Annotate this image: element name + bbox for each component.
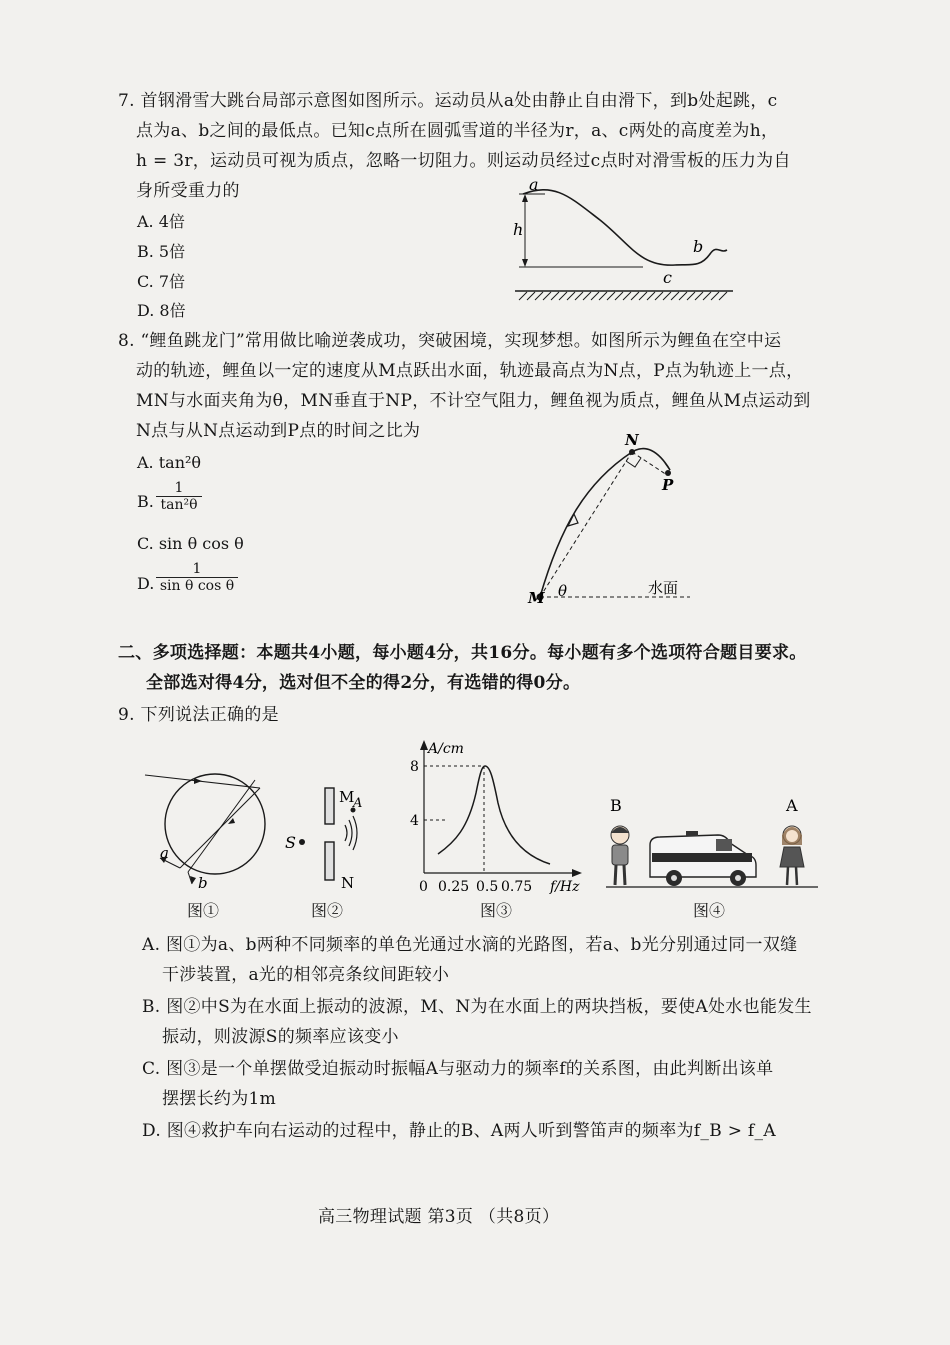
q9-fig3-tick-4: 4	[410, 813, 419, 829]
q7-label-h: h	[513, 220, 524, 239]
q9-fig1-caption: 图①	[187, 901, 220, 920]
person-b-icon	[611, 826, 629, 885]
q9-fig2-label-n: N	[341, 874, 355, 890]
q8-label-theta: θ	[558, 582, 568, 600]
q7-label-b: b	[693, 237, 704, 256]
q8-label-m: M	[528, 589, 545, 607]
q7-option-d: D. 8倍	[137, 301, 186, 320]
q8-option-d-prefix: D.	[137, 574, 155, 593]
q8-option-b-fraction	[156, 480, 202, 513]
q9-fig1-droplet	[140, 760, 275, 895]
q9-fig2-label-a: A	[353, 796, 363, 811]
q9-fig2-barriers	[283, 780, 383, 890]
q8-option-c: C. sin θ cos θ	[137, 534, 244, 553]
q7-line-3: h = 3r，运动员可视为质点，忽略一切阻力。则运动员经过c点时对滑雪板的压力为自	[136, 151, 791, 171]
q9-fig3-caption: 图③	[480, 901, 513, 920]
q9-fig3-tick-8: 8	[410, 759, 419, 775]
q9-fig4-label-a: A	[786, 796, 798, 815]
q7-ski-jump-figure	[505, 172, 740, 307]
q9-fig2-label-s: S	[285, 833, 296, 852]
q7-line-1: 7. 首钢滑雪大跳台局部示意图如图所示。运动员从a处由静止自由滑下，到b处起跳，c	[118, 91, 778, 111]
q9-fig3-resonance-chart	[400, 738, 590, 896]
q8-option-d-fraction	[156, 561, 238, 594]
section2-line-2: 全部选对得4分，选对但不全的得2分，有选错的得0分。	[146, 673, 581, 693]
q9-fig3-xlabel: f/Hz	[550, 879, 580, 895]
q8-line-3: MN与水面夹角为θ，MN垂直于NP，不计空气阻力，鲤鱼视为质点，鲤鱼从M点运动到	[136, 391, 811, 411]
q9-fig3-tick-x1: 0.25	[438, 879, 470, 895]
q7-label-c: c	[663, 268, 672, 287]
q7-option-a: A. 4倍	[137, 212, 185, 231]
q8-option-b-prefix: B.	[137, 492, 154, 511]
q8-option-d-denominator: sin θ cos θ	[156, 577, 238, 594]
q9-fig3-tick-x2: 0.5	[476, 879, 499, 895]
page-footer: 高三物理试题 第3页 （共8页）	[318, 1207, 560, 1227]
q8-option-b-denominator: tan²θ	[156, 496, 202, 513]
q8-label-n: N	[625, 431, 639, 449]
q7-line-4: 身所受重力的	[136, 181, 240, 201]
person-a-icon	[780, 826, 804, 885]
q9-fig3-tick-x0: 0	[419, 879, 428, 895]
q8-line-4: N点与从N点运动到P点的时间之比为	[136, 421, 421, 441]
q8-line-2: 动的轨迹，鲤鱼以一定的速度从M点跃出水面，轨迹最高点为N点，P点为轨迹上一点，	[136, 361, 804, 381]
q7-label-a: a	[529, 175, 539, 194]
q9-fig1-label-b: b	[198, 874, 208, 892]
q8-option-a: A. tan²θ	[137, 453, 202, 472]
q9-option-a-line-2: 干涉装置，a光的相邻亮条纹间距较小	[162, 965, 450, 985]
q9-fig3-tick-x3: 0.75	[501, 879, 533, 895]
q9-fig2-label-m: M	[339, 788, 355, 806]
q7-line-2: 点为a、b之间的最低点。已知c点所在圆弧雪道的半径为r，a、c两处的高度差为h，	[136, 121, 779, 141]
q7-option-b: B. 5倍	[137, 242, 186, 261]
q9-fig2-caption: 图②	[311, 901, 344, 920]
q9-option-a-line-1: A. 图①为a、b两种不同频率的单色光通过水滴的光路图，若a、b光分别通过同一双缝	[142, 935, 798, 955]
q9-option-b-line-1: B. 图②中S为在水面上振动的波源，M、N为在水面上的两块挡板，要使A处水也能发生	[142, 997, 812, 1017]
q7-option-c: C. 7倍	[137, 272, 186, 291]
q8-option-d-numerator: 1	[192, 561, 202, 577]
q8-carp-trajectory-figure	[520, 428, 710, 610]
q8-label-p: P	[662, 476, 674, 494]
q9-stem: 9. 下列说法正确的是	[118, 705, 279, 725]
q8-label-water: 水面	[648, 579, 679, 597]
q8-line-1: 8. “鲤鱼跳龙门”常用做比喻逆袭成功，突破困境，实现梦想。如图所示为鲤鱼在空中运	[118, 331, 782, 351]
q9-option-c-line-1: C. 图③是一个单摆做受迫振动时振幅A与驱动力的频率f的关系图，由此判断出该单	[142, 1059, 774, 1079]
q9-fig3-ylabel: A/cm	[428, 741, 464, 757]
q9-fig4-label-b: B	[610, 796, 622, 815]
q9-fig1-label-a: a	[160, 844, 169, 862]
section2-line-1: 二、多项选择题：本题共4小题，每小题4分，共16分。每小题有多个选项符合题目要求。	[118, 643, 807, 663]
ambulance-icon	[650, 831, 756, 886]
q9-option-d-line-1: D. 图④救护车向右运动的过程中，静止的B、A两人听到警笛声的频率为f_B > f_A	[142, 1121, 776, 1141]
q9-fig4-caption: 图④	[693, 901, 726, 920]
q9-option-c-line-2: 摆摆长约为1m	[162, 1089, 277, 1109]
q9-fig4-ambulance-scene	[598, 795, 823, 895]
q8-option-b-numerator: 1	[174, 480, 184, 496]
q9-option-b-line-2: 振动，则波源S的频率应该变小	[162, 1027, 399, 1047]
